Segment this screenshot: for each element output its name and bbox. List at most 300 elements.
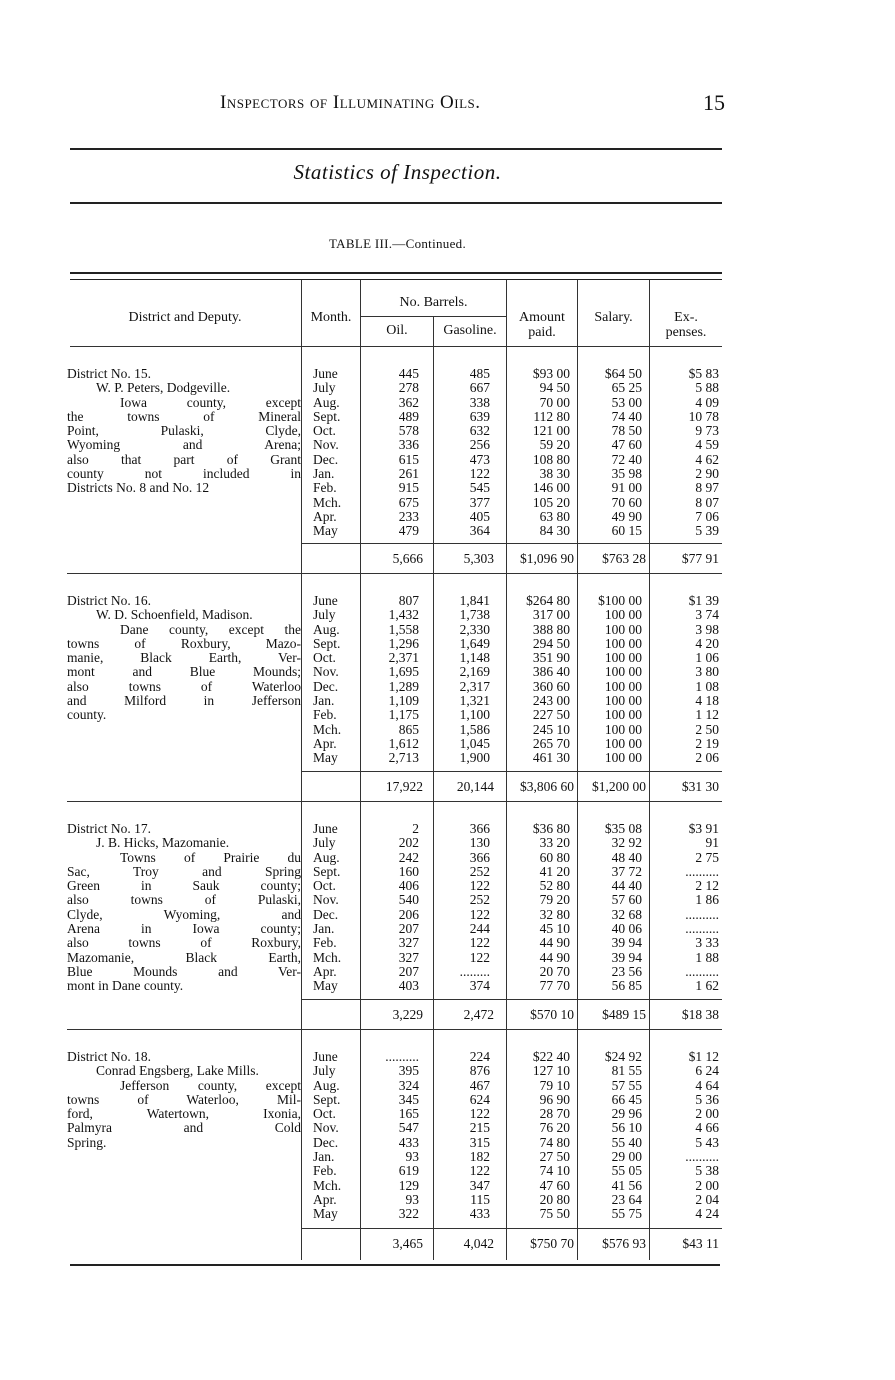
salary-cell: 100 00 bbox=[604, 635, 642, 651]
amount-cell: 45 10 bbox=[539, 921, 570, 937]
gasoline-cell: 252 bbox=[469, 863, 490, 879]
month-cell: Oct. bbox=[313, 1106, 336, 1122]
oil-cell: 165 bbox=[398, 1106, 419, 1122]
total-salary: $1,200 00 bbox=[592, 779, 646, 794]
gasoline-cell: 122 bbox=[469, 466, 490, 482]
district-description-line: Dane county, except the bbox=[120, 622, 301, 637]
total-amount: $1,096 90 bbox=[520, 551, 574, 566]
district-description-line: Wyoming and Arena; bbox=[67, 438, 301, 453]
oil-cell: 327 bbox=[398, 949, 419, 965]
salary-cell: 66 45 bbox=[611, 1091, 642, 1107]
expenses-cell: 3 74 bbox=[695, 607, 719, 623]
oil-cell: 324 bbox=[398, 1077, 419, 1093]
oil-cell: 865 bbox=[398, 721, 419, 737]
expenses-cell: 3 80 bbox=[695, 664, 719, 680]
salary-cell: 35 98 bbox=[611, 466, 642, 482]
expenses-cell: 5 39 bbox=[695, 523, 719, 539]
salary-cell: 53 00 bbox=[611, 394, 642, 410]
district-description-line: Clyde, Wyoming, and bbox=[67, 907, 301, 922]
salary-cell: 29 96 bbox=[611, 1106, 642, 1122]
oil-cell: 93 bbox=[405, 1191, 419, 1207]
oil-cell: 278 bbox=[398, 380, 419, 396]
gasoline-cell: 115 bbox=[470, 1191, 490, 1207]
amount-column bbox=[507, 822, 570, 994]
district-separator-rule bbox=[67, 801, 722, 802]
amount-cell: 146 00 bbox=[532, 480, 570, 496]
salary-cell: 37 72 bbox=[611, 863, 642, 879]
district-description bbox=[67, 1050, 301, 1150]
amount-cell: 461 30 bbox=[532, 750, 570, 766]
month-cell: July bbox=[313, 380, 336, 396]
salary-cell: 32 92 bbox=[611, 835, 642, 851]
expenses-cell: 2 12 bbox=[695, 878, 719, 894]
expenses-cell: .......... bbox=[685, 1149, 719, 1165]
month-cell: Jan. bbox=[313, 466, 335, 482]
district-title: District No. 16. bbox=[67, 594, 151, 608]
expenses-cell: 1 86 bbox=[695, 892, 719, 908]
month-cell: Oct. bbox=[313, 878, 336, 894]
expenses-cell: 4 20 bbox=[695, 635, 719, 651]
gasoline-cell: 485 bbox=[469, 366, 490, 381]
salary-cell: 72 40 bbox=[611, 451, 642, 467]
month-cell: Jan. bbox=[313, 921, 335, 937]
gasoline-cell: 366 bbox=[469, 821, 490, 836]
expenses-cell: 2 00 bbox=[695, 1106, 719, 1122]
gasoline-column bbox=[434, 594, 490, 766]
month-cell: Feb. bbox=[313, 1163, 337, 1179]
gasoline-column bbox=[434, 1050, 490, 1222]
total-amount: $570 10 bbox=[530, 1007, 574, 1022]
salary-cell: 47 60 bbox=[611, 437, 642, 453]
expenses-cell: $1 39 bbox=[688, 593, 719, 608]
month-cell: May bbox=[313, 1206, 338, 1222]
gasoline-cell: 315 bbox=[469, 1134, 490, 1150]
page-number: 15 bbox=[703, 90, 725, 115]
gasoline-cell: 122 bbox=[469, 878, 490, 894]
month-cell: Dec. bbox=[313, 451, 339, 467]
salary-cell: 44 40 bbox=[611, 878, 642, 894]
salary-cell: 56 85 bbox=[611, 978, 642, 994]
gasoline-cell: 215 bbox=[469, 1120, 490, 1136]
expenses-cell: 1 08 bbox=[695, 678, 719, 694]
month-subtotal-rule bbox=[302, 771, 360, 772]
section-subtitle: Statistics of Inspection. bbox=[293, 160, 502, 184]
amount-cell: 44 90 bbox=[539, 949, 570, 965]
oil-cell: 2,371 bbox=[388, 650, 419, 666]
oil-cell: 540 bbox=[398, 892, 419, 908]
month-cell: May bbox=[313, 523, 338, 539]
amount-cell: $22 40 bbox=[532, 1049, 570, 1064]
district-description-line: Blue Mounds and Ver- bbox=[67, 964, 301, 979]
gasoline-cell: ......... bbox=[459, 963, 490, 979]
month-cell: Jan. bbox=[313, 693, 335, 709]
oil-cell: 445 bbox=[398, 366, 419, 381]
top-rule bbox=[70, 148, 722, 150]
col-header-amount bbox=[507, 310, 577, 340]
amount-cell: 76 20 bbox=[539, 1120, 570, 1136]
salary-cell: $64 50 bbox=[604, 366, 642, 381]
amount-cell: 112 80 bbox=[533, 408, 570, 424]
expenses-cell: 3 98 bbox=[695, 621, 719, 637]
expenses-column bbox=[650, 822, 719, 994]
oil-cell: 615 bbox=[398, 451, 419, 467]
total-expenses: $43 11 bbox=[682, 1236, 719, 1251]
district-description-line: Green in Sauk county; bbox=[67, 879, 301, 894]
expenses-cell: 2 50 bbox=[695, 721, 719, 737]
district-deputy: Conrad Engsberg, Lake Mills. bbox=[96, 1064, 259, 1079]
gasoline-cell: 405 bbox=[469, 508, 490, 524]
gasoline-cell: 364 bbox=[469, 523, 490, 539]
gasoline-column bbox=[434, 367, 490, 539]
gasoline-cell: 366 bbox=[469, 849, 490, 865]
gasoline-cell: 2,169 bbox=[459, 664, 490, 680]
col-header-oil: Oil. bbox=[386, 323, 408, 338]
salary-cell: 81 55 bbox=[611, 1063, 642, 1079]
gasoline-cell: 122 bbox=[469, 1163, 490, 1179]
gasoline-cell: 1,649 bbox=[459, 635, 490, 651]
district-description-line: mont in Dane county. bbox=[67, 979, 184, 994]
expenses-cell: 2 06 bbox=[695, 750, 719, 766]
gasoline-cell: 473 bbox=[469, 451, 490, 467]
expenses-cell: .......... bbox=[685, 963, 719, 979]
salary-cell: 100 00 bbox=[604, 707, 642, 723]
amount-cell: 108 80 bbox=[532, 451, 570, 467]
salary-cell: 100 00 bbox=[604, 721, 642, 737]
expenses-cell: 2 75 bbox=[695, 849, 719, 865]
oil-cell: 1,175 bbox=[388, 707, 419, 723]
month-cell: July bbox=[313, 835, 336, 851]
gasoline-cell: 1,586 bbox=[459, 721, 490, 737]
expenses-cell: $5 83 bbox=[688, 366, 719, 381]
oil-cell: 327 bbox=[398, 935, 419, 951]
month-cell: June bbox=[313, 593, 338, 608]
district-description-line: county. bbox=[67, 708, 107, 723]
amount-cell: 75 50 bbox=[539, 1206, 570, 1222]
gasoline-cell: 1,100 bbox=[459, 707, 490, 723]
total-expenses: $31 30 bbox=[681, 779, 719, 794]
amount-cell: 28 70 bbox=[539, 1106, 570, 1122]
month-cell: Mch. bbox=[313, 949, 342, 965]
total-gasoline: 5,303 bbox=[463, 551, 494, 566]
total-amount: $750 70 bbox=[530, 1236, 574, 1251]
expenses-cell: 5 38 bbox=[695, 1163, 719, 1179]
salary-cell: $35 08 bbox=[604, 821, 642, 836]
oil-cell: 129 bbox=[398, 1177, 419, 1193]
months-column bbox=[313, 1050, 359, 1222]
district-deputy: W. P. Peters, Dodgeville. bbox=[96, 381, 231, 396]
amount-cell: 20 70 bbox=[539, 963, 570, 979]
salary-cell: 48 40 bbox=[611, 849, 642, 865]
header-bottom-rule bbox=[70, 346, 722, 347]
expenses-cell: 5 88 bbox=[695, 380, 719, 396]
total-expenses: $77 91 bbox=[681, 551, 719, 566]
amount-cell: 52 80 bbox=[539, 878, 570, 894]
district-description-line: Towns of Prairie du bbox=[120, 850, 301, 865]
expenses-cell: 2 04 bbox=[695, 1191, 719, 1207]
months-column bbox=[313, 594, 359, 766]
salary-column bbox=[578, 594, 642, 766]
expenses-cell: 3 33 bbox=[695, 935, 719, 951]
amount-column bbox=[507, 367, 570, 539]
gasoline-cell: 347 bbox=[469, 1177, 490, 1193]
amount-cell: $93 00 bbox=[532, 366, 570, 381]
district-description-line: towns of Roxbury, Mazo- bbox=[67, 636, 301, 651]
salary-cell: 55 40 bbox=[611, 1134, 642, 1150]
salary-cell: 78 50 bbox=[611, 423, 642, 439]
salary-column bbox=[578, 1050, 642, 1222]
month-cell: Oct. bbox=[313, 423, 336, 439]
total-gasoline: 20,144 bbox=[456, 779, 494, 794]
district-title: District No. 18. bbox=[67, 1050, 151, 1064]
oil-cell: 93 bbox=[405, 1149, 419, 1165]
table-top-rule-2 bbox=[70, 279, 722, 280]
expenses-cell: 2 00 bbox=[695, 1177, 719, 1193]
amount-cell: 79 20 bbox=[539, 892, 570, 908]
oil-cell: 1,558 bbox=[388, 621, 419, 637]
district-description-line: mont and Blue Mounds; bbox=[67, 665, 301, 680]
salary-cell: 23 64 bbox=[611, 1191, 642, 1207]
month-cell: Aug. bbox=[313, 621, 340, 637]
amount-cell: 294 50 bbox=[532, 635, 570, 651]
month-cell: June bbox=[313, 821, 338, 836]
month-cell: June bbox=[313, 366, 338, 381]
months-column bbox=[313, 367, 359, 539]
oil-cell: 1,432 bbox=[388, 607, 419, 623]
amount-cell: 351 90 bbox=[532, 650, 570, 666]
expenses-cell: 8 97 bbox=[695, 480, 719, 496]
salary-cell: 100 00 bbox=[604, 693, 642, 709]
expenses-cell: .......... bbox=[685, 921, 719, 937]
district-description-line: Spring. bbox=[67, 1135, 107, 1150]
month-cell: June bbox=[313, 1049, 338, 1064]
gasoline-cell: 1,900 bbox=[459, 750, 490, 766]
district-description-line: Arena in Iowa county; bbox=[67, 922, 301, 937]
month-cell: Nov. bbox=[313, 664, 339, 680]
salary-cell: 55 75 bbox=[611, 1206, 642, 1222]
amount-cell: 121 00 bbox=[532, 423, 570, 439]
total-salary: $489 15 bbox=[602, 1007, 646, 1022]
oil-cell: 1,289 bbox=[388, 678, 419, 694]
salary-cell: 100 00 bbox=[604, 678, 642, 694]
oil-cell: 261 bbox=[398, 466, 419, 482]
salary-cell: 100 00 bbox=[604, 664, 642, 680]
salary-cell: 57 60 bbox=[611, 892, 642, 908]
gasoline-cell: 122 bbox=[469, 935, 490, 951]
oil-cell: .......... bbox=[385, 1049, 419, 1064]
expenses-cell: 5 36 bbox=[695, 1091, 719, 1107]
district-deputy: J. B. Hicks, Mazomanie. bbox=[96, 836, 230, 851]
subtitle-rule bbox=[70, 202, 722, 204]
gasoline-cell: 122 bbox=[469, 1106, 490, 1122]
gasoline-cell: 182 bbox=[469, 1149, 490, 1165]
amount-cell: 33 20 bbox=[539, 835, 570, 851]
salary-column bbox=[578, 822, 642, 994]
month-cell: Mch. bbox=[313, 494, 342, 510]
month-cell: Aug. bbox=[313, 394, 340, 410]
expenses-cell: 8 07 bbox=[695, 494, 719, 510]
total-oil: 17,922 bbox=[385, 779, 423, 794]
expenses-cell: 4 62 bbox=[695, 451, 719, 467]
salary-cell: 41 56 bbox=[611, 1177, 642, 1193]
oil-cell: 1,695 bbox=[388, 664, 419, 680]
expenses-cell: 4 66 bbox=[695, 1120, 719, 1136]
month-cell: Nov. bbox=[313, 1120, 339, 1136]
district-description-line: Sac, Troy and Spring bbox=[67, 864, 301, 879]
salary-cell: 23 56 bbox=[611, 963, 642, 979]
amount-cell: 360 60 bbox=[532, 678, 570, 694]
amount-cell: 386 40 bbox=[532, 664, 570, 680]
amount-cell: 41 20 bbox=[539, 863, 570, 879]
gasoline-cell: 632 bbox=[469, 423, 490, 439]
oil-cell: 206 bbox=[398, 906, 419, 922]
col-header-amount-line2: paid. bbox=[528, 325, 556, 340]
expenses-cell: $1 12 bbox=[688, 1049, 719, 1064]
total-salary: $576 93 bbox=[602, 1236, 646, 1251]
amount-cell: 227 50 bbox=[532, 707, 570, 723]
table-top-rule bbox=[70, 272, 722, 274]
expenses-cell: 4 59 bbox=[695, 437, 719, 453]
oil-column bbox=[361, 1050, 419, 1222]
oil-cell: 233 bbox=[398, 508, 419, 524]
month-cell: Mch. bbox=[313, 1177, 342, 1193]
expenses-cell: 5 43 bbox=[695, 1134, 719, 1150]
oil-column bbox=[361, 367, 419, 539]
month-cell: Sept. bbox=[313, 635, 341, 651]
col-header-amount-line1: Amount bbox=[519, 310, 565, 325]
oil-cell: 207 bbox=[398, 921, 419, 937]
col-header-gasoline: Gasoline. bbox=[443, 323, 497, 338]
oil-cell: 807 bbox=[398, 593, 419, 608]
gasoline-cell: 667 bbox=[469, 380, 490, 396]
amount-cell: 60 80 bbox=[539, 849, 570, 865]
month-cell: Apr. bbox=[313, 735, 337, 751]
gasoline-column bbox=[434, 822, 490, 994]
amount-cell: 105 20 bbox=[532, 494, 570, 510]
district-description-line: Palmyra and Cold bbox=[67, 1121, 301, 1136]
salary-cell: 29 00 bbox=[611, 1149, 642, 1165]
amount-column bbox=[507, 594, 570, 766]
gasoline-cell: 876 bbox=[469, 1063, 490, 1079]
gasoline-cell: 433 bbox=[469, 1206, 490, 1222]
district-description-line: ford, Watertown, Ixonia, bbox=[67, 1107, 301, 1122]
total-expenses: $18 38 bbox=[681, 1007, 719, 1022]
amount-cell: 77 70 bbox=[539, 978, 570, 994]
gasoline-cell: 252 bbox=[469, 892, 490, 908]
oil-cell: 403 bbox=[398, 978, 419, 994]
district-separator-rule bbox=[67, 573, 722, 574]
month-cell: Apr. bbox=[313, 508, 337, 524]
gasoline-cell: 1,841 bbox=[459, 593, 490, 608]
oil-cell: 322 bbox=[398, 1206, 419, 1222]
salary-cell: 60 15 bbox=[611, 523, 642, 539]
amount-cell: 388 80 bbox=[532, 621, 570, 637]
oil-cell: 675 bbox=[398, 494, 419, 510]
expenses-cell: 2 19 bbox=[695, 735, 719, 751]
amount-cell: 84 30 bbox=[539, 523, 570, 539]
month-cell: July bbox=[313, 607, 336, 623]
amount-cell: 38 30 bbox=[539, 466, 570, 482]
month-subtotal-rule bbox=[302, 999, 360, 1000]
salary-cell: 100 00 bbox=[604, 650, 642, 666]
oil-cell: 2 bbox=[412, 821, 419, 836]
total-oil: 3,465 bbox=[392, 1236, 423, 1251]
month-cell: Jan. bbox=[313, 1149, 335, 1165]
expenses-cell: 4 24 bbox=[695, 1206, 719, 1222]
district-description bbox=[67, 594, 301, 723]
district-deputy: W. D. Schoenfield, Madison. bbox=[96, 608, 253, 623]
subtotal-rule bbox=[361, 543, 722, 544]
month-cell: Apr. bbox=[313, 1191, 337, 1207]
oil-cell: 619 bbox=[398, 1163, 419, 1179]
gasoline-cell: 377 bbox=[469, 494, 490, 510]
expenses-cell: 10 78 bbox=[688, 408, 719, 424]
salary-cell: 65 25 bbox=[611, 380, 642, 396]
oil-cell: 479 bbox=[398, 523, 419, 539]
district-description-line: and Milford in Jefferson bbox=[67, 694, 301, 709]
district-description-line: also that part of Grant bbox=[67, 452, 301, 467]
expenses-column bbox=[650, 594, 719, 766]
month-cell: July bbox=[313, 1063, 336, 1079]
gasoline-cell: 2,317 bbox=[459, 678, 490, 694]
month-cell: Sept. bbox=[313, 1091, 341, 1107]
gasoline-cell: 1,045 bbox=[459, 735, 490, 751]
district-description-line: towns of Waterloo, Mil- bbox=[67, 1092, 301, 1107]
col-header-expenses bbox=[650, 310, 722, 340]
district-description-line: county not included in bbox=[67, 467, 301, 482]
oil-cell: 242 bbox=[398, 849, 419, 865]
oil-cell: 547 bbox=[398, 1120, 419, 1136]
total-gasoline: 2,472 bbox=[463, 1007, 494, 1022]
subtotal-rule bbox=[361, 771, 722, 772]
gasoline-cell: 122 bbox=[469, 906, 490, 922]
amount-cell: 245 10 bbox=[532, 721, 570, 737]
expenses-cell: 9 73 bbox=[695, 423, 719, 439]
salary-cell: 40 06 bbox=[611, 921, 642, 937]
gasoline-cell: 256 bbox=[469, 437, 490, 453]
amount-cell: 74 10 bbox=[539, 1163, 570, 1179]
oil-column bbox=[361, 822, 419, 994]
district-title: District No. 15. bbox=[67, 367, 151, 381]
district-description-line: Jefferson county, except bbox=[120, 1078, 301, 1093]
amount-cell: 265 70 bbox=[532, 735, 570, 751]
expenses-cell: 6 24 bbox=[695, 1063, 719, 1079]
district-description-line: Mazomanie, Black Earth, bbox=[67, 950, 301, 965]
month-subtotal-rule bbox=[302, 543, 360, 544]
salary-cell: 91 00 bbox=[611, 480, 642, 496]
gasoline-cell: 374 bbox=[469, 978, 490, 994]
salary-cell: 49 90 bbox=[611, 508, 642, 524]
amount-cell: 63 80 bbox=[539, 508, 570, 524]
salary-cell: 56 10 bbox=[611, 1120, 642, 1136]
oil-column bbox=[361, 594, 419, 766]
total-salary: $763 28 bbox=[602, 551, 646, 566]
oil-cell: 207 bbox=[398, 963, 419, 979]
gasoline-cell: 1,148 bbox=[459, 650, 490, 666]
oil-cell: 395 bbox=[398, 1063, 419, 1079]
month-cell: Aug. bbox=[313, 849, 340, 865]
oil-cell: 2,713 bbox=[388, 750, 419, 766]
month-cell: Apr. bbox=[313, 963, 337, 979]
oil-cell: 915 bbox=[398, 480, 419, 496]
subtotal-rule bbox=[361, 999, 722, 1000]
expenses-cell: 2 90 bbox=[695, 466, 719, 482]
amount-cell: 20 80 bbox=[539, 1191, 570, 1207]
oil-cell: 406 bbox=[398, 878, 419, 894]
district-description-line: Point, Pulaski, Clyde, bbox=[67, 424, 301, 439]
salary-column bbox=[578, 367, 642, 539]
salary-cell: 57 55 bbox=[611, 1077, 642, 1093]
total-amount: $3,806 60 bbox=[520, 779, 574, 794]
